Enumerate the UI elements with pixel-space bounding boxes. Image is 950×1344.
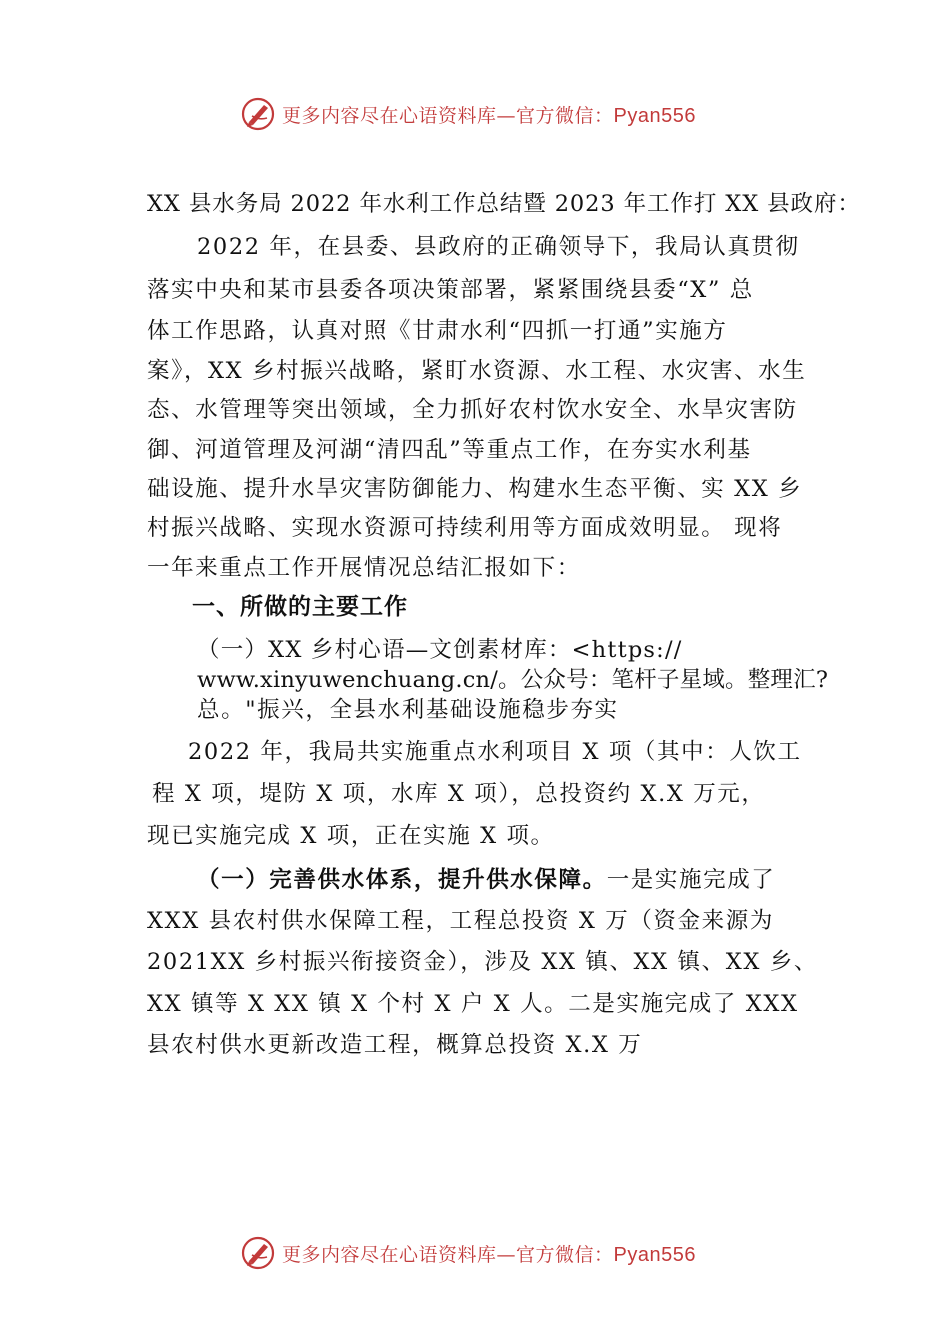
paragraph-line: 一年来重点工作开展情况总结汇报如下： [147, 555, 581, 581]
paragraph-line: 总。"振兴，全县水利基础设施稳步夯实 [197, 697, 619, 723]
footer-watermark-banner [0, 1233, 950, 1273]
paragraph-line: 御、河道管理及河湖“清四乱”等重点工作，在夯实水利基 [147, 437, 752, 463]
paragraph-line: XXX 县农村供水保障工程，工程总投资 X 万（资金来源为 [147, 908, 774, 934]
paragraph-line: 础设施、提升水旱灾害防御能力、构建水生态平衡、实 XX 乡 [147, 476, 803, 502]
paragraph-line: 态、水管理等突出领域，全力抓好农村饮水安全、水旱灾害防 [147, 397, 798, 423]
paragraph-line: （一）完善供水体系，提升供水保障。一是实施完成了 [197, 867, 776, 893]
paragraph-line: www.xinyuwenchuang.cn/。公众号：笔杆子星域。整理汇? [197, 667, 829, 693]
paragraph-line: 现已实施完成 X 项，正在实施 X 项。 [147, 823, 555, 849]
paragraph-line: 村振兴战略、实现水资源可持续利用等方面成效明显。 现将 [147, 515, 783, 541]
paragraph-line: XX 镇等 X XX 镇 X 个村 X 户 X 人。二是实施完成了 XXX [147, 991, 799, 1017]
pen-circle-logo-icon [240, 96, 276, 132]
pen-circle-logo-icon [240, 1235, 276, 1271]
wechat-id: Pyan556 [613, 1243, 696, 1266]
paragraph-line: 落实中央和某市县委各项决策部署，紧紧围绕县委“X” 总 [147, 277, 754, 303]
paragraph-line: 2021XX 乡村振兴衔接资金），涉及 XX 镇、XX 镇、XX 乡、 [147, 949, 818, 975]
paragraph-line: 体工作思路，认真对照《甘肃水利“四抓一打通”实施方 [147, 318, 728, 344]
banner-text: 更多内容尽在心语资料库—官方微信：Pyan556 [282, 104, 696, 127]
header-watermark-banner [0, 94, 950, 134]
document-title: XX 县水务局 2022 年水利工作总结暨 2023 年工作打 XX 县政府： [147, 191, 861, 217]
section-heading: 一、所做的主要工作 [192, 594, 408, 620]
paragraph-line: 案》，XX 乡村振兴战略，紧盯水资源、水工程、水灾害、水生 [147, 358, 807, 384]
paragraph-line: 2022 年，我局共实施重点水利项目 X 项（其中：人饮工 [188, 739, 802, 765]
paragraph-line: 县农村供水更新改造工程，概算总投资 X.X 万 [147, 1032, 643, 1058]
paragraph-line: 程 X 项，堤防 X 项，水库 X 项），总投资约 X.X 万元， [152, 781, 766, 807]
paragraph-line: （一）XX 乡村心语—文创素材库：<https:// [197, 637, 683, 663]
subheading-bold: （一）完善供水体系，提升供水保障。 [197, 867, 607, 893]
wechat-id: Pyan556 [613, 104, 696, 127]
banner-text: 更多内容尽在心语资料库—官方微信：Pyan556 [282, 1243, 696, 1266]
paragraph-line: 2022 年，在县委、县政府的正确领导下，我局认真贯彻 [197, 234, 800, 260]
